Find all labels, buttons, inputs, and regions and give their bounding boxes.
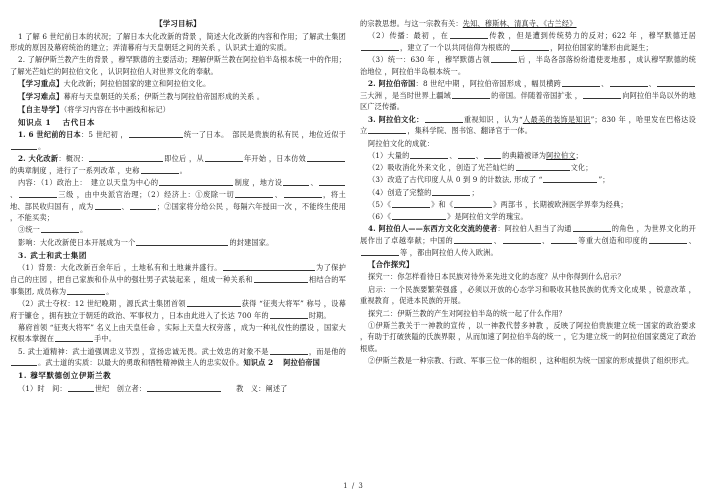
kp2-achv-1-link: 阿拉伯文 <box>546 150 576 160</box>
kp2-achv-4-b: ； <box>471 187 479 197</box>
blank-field[interactable] <box>454 200 492 208</box>
kp2-achievement-3 <box>360 174 696 186</box>
kp2-item-1-f: 传教 ，但是遭到传统势力的反对；622 年 ，穆罕默德迁居 <box>488 31 696 41</box>
blank-field[interactable] <box>562 79 600 87</box>
kp2-item-1-e: （2）传播：最初 ，在 <box>368 31 449 41</box>
difficulty-line <box>10 91 346 103</box>
blank-field[interactable] <box>55 334 93 342</box>
kp2-item-3-a: 重视知识 ，认为“ <box>463 114 523 124</box>
item-3-p3-a: 幕府首领 “征夷大将军” 名义上由天皇任命 ，实际上天皇大权旁落 ，成为一种礼仪性的摆设 ，国家大权根本掌握在 <box>10 322 347 344</box>
kp2-achv-2-b: 文化； <box>570 163 593 173</box>
blank-field[interactable] <box>147 384 221 392</box>
item-2-content-a: 内容：（1）政治上： 建立以天皇为中心的 <box>18 178 159 188</box>
kp2-item-2-title: 2. 阿拉伯帝国 <box>368 79 416 89</box>
kp2-item-4-f: 、 <box>688 235 696 245</box>
blank-field[interactable] <box>68 384 94 392</box>
knowledge-point-2-heading: 知识点 2 阿拉伯帝国 <box>243 358 320 368</box>
blank-field[interactable] <box>223 263 315 271</box>
kp2-achv-5-b: 》和《 <box>431 199 454 209</box>
item-3-p1-d: 。 <box>106 286 114 296</box>
blank-field[interactable] <box>573 224 611 232</box>
item-3-heading: 3. 武士和武士集团 <box>18 250 87 260</box>
blank-field[interactable] <box>254 275 308 283</box>
kp2-item-1-doctrine <box>360 18 696 30</box>
selfstudy-line <box>10 104 346 116</box>
item-2-content <box>10 177 346 224</box>
kp2-achv-2-a: （2）吸收消化外来文化 ，创造了光芒灿烂的 <box>368 163 515 173</box>
blank-field[interactable] <box>11 142 37 150</box>
blank-field[interactable] <box>19 190 57 198</box>
item-5-b: ，而是他的 <box>308 346 346 356</box>
kp2-item-3-arab-culture <box>360 114 696 137</box>
kp2-item-4-g: 等 ，都由阿拉伯人传入欧洲。 <box>400 247 498 257</box>
blank-field[interactable] <box>516 163 570 171</box>
item-3-shogun <box>10 322 346 345</box>
kp2-achievement-1 <box>360 150 696 162</box>
item-2-content-k: 。 <box>80 225 88 235</box>
kp2-achv-1-c: 、 <box>475 150 484 160</box>
kp2-achv-6-b: 》是阿拉伯文学的瑰宝。 <box>447 212 528 222</box>
item-1-ancient-japan <box>10 129 346 152</box>
blank-field[interactable] <box>283 178 309 186</box>
kp2-item-4-a: ：阿拉伯人担当了沟通 <box>497 224 572 234</box>
item-5-c: 。武士道的实质：以最大的勇敢和牺牲精神做主人的忠实奴仆。 <box>38 358 244 368</box>
inquiry-1-answer: 启示：一个民族要繁荣强盛 ，必须以开放的心态学习和吸收其他民族的优秀文化成果 ，锐意改革 ，重视教育 ，促进本民族的开展。 <box>360 284 696 306</box>
kp2-item-3-c: ，集科学院、图书馆、翻译官于一体。 <box>407 126 533 136</box>
blank-field[interactable] <box>551 236 577 244</box>
blank-field[interactable] <box>368 126 406 134</box>
item-2-effect <box>10 237 346 249</box>
blank-field[interactable] <box>41 225 79 233</box>
kp2-item-4-e: 等重大创造和印度的 <box>577 235 649 245</box>
objective-1: 1 了解 6 世纪前日本的状况；了解日本大化改新的背景 ，简述大化改新的内容和作用；了解武士集团形成的原因及幕府统治的建立；弄清幕府与天皇朝廷之间的关系 ，认识武士道的实质。 <box>10 31 346 53</box>
kp2-item-1-spread <box>360 30 696 53</box>
selfstudy-text: （将学习内容在书中画线和标记） <box>63 104 171 114</box>
blank-field[interactable] <box>458 151 475 159</box>
item-2-content-e: 三级 ，由中央派官治理；（2）经济上：①废除一切 <box>57 189 235 199</box>
blank-field[interactable] <box>235 190 273 198</box>
blank-field[interactable] <box>491 55 517 63</box>
blank-field[interactable] <box>425 115 463 123</box>
kp2-achv-4-a: （4）创造了完整的 <box>368 187 432 197</box>
item-3-p1-c: 相结合的军事集团, 成员称为 <box>10 274 346 296</box>
item-2-content-g: ，将土地、部民收归国有 ，成为 <box>10 189 346 211</box>
kp2-achievement-6 <box>360 211 696 223</box>
blank-field[interactable] <box>657 79 695 87</box>
kp2-item-1-g: ，建立了一个以共同信仰为根底的 <box>400 42 511 52</box>
kp2-item-4-b: 的角色 ，为世界文化的开展作出了卓越奉献；中国的 <box>360 224 696 245</box>
item-3-p1-a: （1）背景：大化改新百余年后 ，土地私有和土地兼并盛行。 <box>18 263 222 273</box>
blank-field[interactable] <box>511 43 549 51</box>
objectives-heading: 【学习目标】 <box>155 19 201 28</box>
blank-field[interactable] <box>361 43 399 51</box>
kp2-item-2-f: 向阿拉伯半岛以外的地区广泛传播。 <box>360 90 696 112</box>
kp2-item-2-d: 三大洲 ，是当时世界上疆域 <box>360 90 452 100</box>
item-2-content-b: 制度 ，地方设 <box>234 178 283 188</box>
kp2-achv-5-a: （5）《 <box>368 199 392 209</box>
kp2-achv-3-b: ”； <box>598 175 610 185</box>
item-3-p1-b: 为了保护自己的庄园 ，把自己家族和仆从中的强壮男子武装起来 ，组成一种关系和 <box>10 263 347 284</box>
item-2-content-j: ③统一 <box>18 225 41 235</box>
key-point-text: 大化改新；阿拉伯国家的建立和阿拉伯文化。 <box>63 79 211 89</box>
item-3-p3-b: 手中。 <box>94 334 117 344</box>
blank-field[interactable] <box>307 154 345 162</box>
item-2-taika-reform <box>10 153 346 176</box>
blank-field[interactable] <box>270 347 308 355</box>
kp2-item-3-title: 3. 阿拉伯文化： <box>368 114 424 124</box>
kp2-achv-1-a: （1）大量的 <box>368 150 410 160</box>
kp2-item-4-title: 4. 阿拉伯人——东西方文化交流的使者 <box>368 224 498 234</box>
item-2-text-d: 的典章制度 ，进行了一系列改革 ，史称 <box>10 166 140 176</box>
blank-field[interactable] <box>67 287 105 295</box>
item-2-text-c: 年开始 ，日本仿效 <box>243 154 307 164</box>
kp2-item-1-heading: 1. 穆罕默德创立伊斯兰教 <box>18 371 112 381</box>
page-number: 1 / 3 <box>343 482 364 490</box>
blank-field[interactable] <box>187 299 241 307</box>
blank-field[interactable] <box>11 358 37 366</box>
item-2-text-a: ：概况： <box>58 154 89 164</box>
item-1-text-a: ：5 世纪初 ， <box>80 130 128 140</box>
key-point-line <box>10 78 346 90</box>
difficulty-text: 幕府与天皇朝廷的关系；伊斯兰教与阿拉伯帝国形成的关系 。 <box>63 91 265 101</box>
item-2-text-e: 。 <box>179 166 187 176</box>
item-1-text-c: 。 <box>38 142 46 152</box>
kp2-item-4-d: 、 <box>541 235 550 245</box>
blank-field[interactable] <box>392 212 446 220</box>
item-2-content-d: 、 <box>10 189 18 199</box>
blank-field[interactable] <box>452 91 490 99</box>
kp2-achievements-heading: 阿拉伯文化的成就： <box>368 138 435 148</box>
item-2-content-i: ；②国家将分给公民 ，每隔六年授田一次 ，不能终生使用 ，不能买卖； <box>10 201 347 223</box>
item-1-title: 1. 6 世纪前的日本 <box>18 130 81 140</box>
blank-field[interactable] <box>484 151 501 159</box>
kp2-item-1-b: 世纪 创立者： <box>94 383 147 393</box>
kp2-item-1-unification <box>360 54 696 77</box>
blank-field[interactable] <box>136 238 228 246</box>
blank-field[interactable] <box>454 236 492 244</box>
blank-field[interactable] <box>130 202 156 210</box>
kp2-item-1-time <box>10 383 346 395</box>
kp2-item-4-c: 、 <box>493 235 502 245</box>
kp2-achievement-2 <box>360 162 696 174</box>
difficulty-heading: 【学习难点】 <box>18 91 64 101</box>
kp2-item-2-b: 、 <box>601 79 609 89</box>
item-3-seizure <box>10 298 346 321</box>
inquiry-2-question: 探究二：伊斯兰教的产生对阿拉伯半岛的统一起了什么作用？ <box>368 308 567 318</box>
selfstudy-heading: 【自主导学】 <box>18 104 64 114</box>
kp2-item-1-underlined-terms: 先知、穆斯林、清真寺、《古兰经》 <box>462 19 577 28</box>
item-2-effect-a: 影响：大化改新使日本开展成为一个 <box>18 237 136 247</box>
kp2-item-1-h: ，阿拉伯国家的雏形由此诞生； <box>550 42 653 52</box>
kp2-achv-1-e: ； <box>575 150 583 160</box>
objective-2: 2. 了解伊斯兰教产生的背景 ，穆罕默德的主要活动；理解伊斯兰教在阿拉伯半岛根本统一中的作用；了解光芒灿烂的阿拉伯文化 ，认识阿拉伯人对世界文化的奉献。 <box>10 55 346 77</box>
inquiry-2-answer-1: ①伊斯兰教关于一神教的宣传 ，以一神教代替多神教 ，反映了阿拉伯贵族建立统一国家的政治要求 ，有助于打破狭隘的氏族界限 ，从而加速了阿拉伯半岛的统一 ，它为建立统一的阿拉伯国家奠定了政治根底。 <box>360 320 696 354</box>
item-3-p2-b: 获得 “征夷大将军” 称号 ，设幕府于镰仓 ，拥有独立于朝廷的政治、军事权力 ，日本由此进入了长达 700 年的 <box>10 298 346 320</box>
kp2-achv-5-c: 》两部书 ，长期被欧洲医学界奉为经典； <box>493 199 628 209</box>
item-2-content-f: 、 <box>274 189 283 199</box>
item-2-effect-b: 的封建国家。 <box>229 237 274 247</box>
blank-field[interactable] <box>610 79 648 87</box>
blank-field[interactable] <box>270 311 308 319</box>
kp2-item-1-i: （3）统一：630 年 ，穆罕默德占领 <box>368 55 490 65</box>
kp2-item-2-e: 的帝国。伴随着帝国扩张 ， <box>491 90 583 100</box>
kp2-achv-1-d: 的典籍被译为 <box>502 150 547 160</box>
kp2-item-1-c: 教 义：阐述了 <box>236 383 288 393</box>
key-point-heading: 【学习重点】 <box>18 79 64 89</box>
kp2-achv-1-b: 、 <box>449 150 457 160</box>
two-column-layout <box>10 18 697 466</box>
item-2-content-3 <box>10 224 346 236</box>
blank-field[interactable] <box>361 248 399 256</box>
item-2-content-c: 、 <box>310 178 319 188</box>
kp2-item-2-c: 、 <box>648 79 657 89</box>
left-column <box>10 18 346 395</box>
kp2-achievement-5 <box>360 199 696 211</box>
inquiry-2-answer-2: ②伊斯兰教是一种宗教、行政、军事三位一体的组织 ，这种组织为统一国家的形成提供了组织形式。 <box>368 356 694 366</box>
blank-field[interactable] <box>450 31 488 39</box>
blank-field[interactable] <box>89 154 163 162</box>
item-2-content-h: 、 <box>121 201 129 211</box>
kp2-achievement-4 <box>360 187 696 199</box>
blank-field[interactable] <box>503 236 541 244</box>
kp2-item-1-a: （1）时 间： <box>18 383 67 393</box>
blank-field[interactable] <box>649 236 687 244</box>
kp2-item-1-d: 的宗教思想。与这一宗教有关： <box>360 19 463 28</box>
kp2-item-1-j: 后 ，半岛各部落纷纷遣使麦地那 ，成认穆罕默德的统治地位 ，阿拉伯半岛根本统一。 <box>360 55 696 76</box>
blank-field[interactable] <box>205 154 243 162</box>
blank-field[interactable] <box>410 151 448 159</box>
item-5-a: 5. 武士道精神：武士道强调忠义节烈 ，宣扬忠诚无畏。武士效忠的对象不是 <box>18 346 269 356</box>
blank-field[interactable] <box>284 190 322 198</box>
blank-field[interactable] <box>95 202 121 210</box>
blank-field[interactable] <box>543 175 597 183</box>
blank-field[interactable] <box>141 166 179 174</box>
kp2-item-2-arab-empire <box>360 78 696 113</box>
item-3-p2-c: 时期。 <box>308 310 331 320</box>
item-3-background <box>10 262 346 297</box>
item-1-text-b: 统一了日本。 部民是贵族的私有民 ，地位近似于 <box>183 130 347 140</box>
blank-field[interactable] <box>129 130 183 138</box>
kp2-achv-6-a: （6）《 <box>368 212 392 222</box>
item-2-title: 2. 大化改新 <box>18 154 59 164</box>
blank-field[interactable] <box>583 91 621 99</box>
kp2-item-3-quote: 人最美的装饰是知识 <box>522 114 591 124</box>
right-column <box>360 18 696 368</box>
item-2-text-b: 即位后 ，从 <box>164 154 204 164</box>
inquiry-1-question: 探究一：你怎样看待日本民族对待外来先进文化的态度？从中你得到什么启示？ <box>368 272 625 282</box>
kp2-item-4-messengers <box>360 223 696 258</box>
blank-field[interactable] <box>319 178 345 186</box>
item-3-p2-a: （2）武士夺权：12 世纪晚期 ，源氏武士集团首领 <box>18 298 186 308</box>
blank-field[interactable] <box>159 178 233 186</box>
kp2-item-2-a: ：8 世纪中期 ，阿拉伯帝国形成 ，幅员横跨 <box>415 79 562 89</box>
kp2-item-3-b: ”；830 年 ，哈里发在巴格达设立 <box>360 114 697 136</box>
cooperation-heading: 【合作探究】 <box>368 259 414 269</box>
kp2-achv-3-a: （3）改造了古代印度人从 0 到 9 的计数法, 形成了 “ <box>368 175 543 185</box>
knowledge-point-1-heading: 知识点 1 古代日本 <box>18 117 96 127</box>
blank-field[interactable] <box>392 200 430 208</box>
item-5-bushido <box>10 346 346 369</box>
blank-field[interactable] <box>432 188 470 196</box>
